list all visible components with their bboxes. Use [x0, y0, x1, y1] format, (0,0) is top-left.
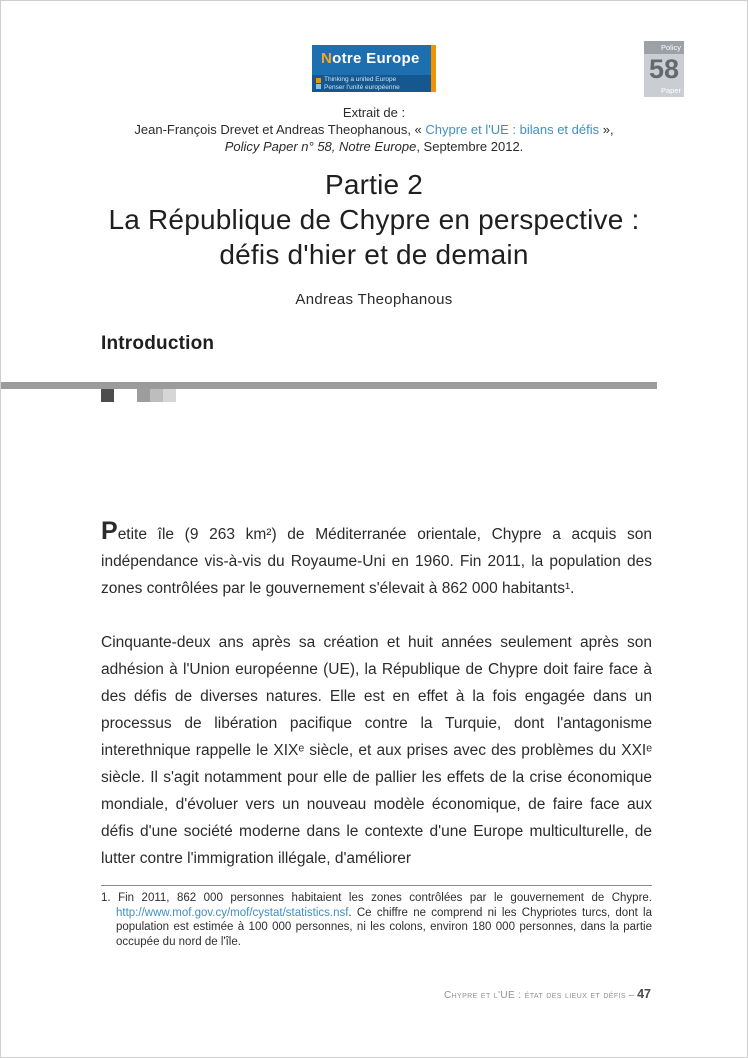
citation-reference-line — [1, 138, 747, 155]
footer-running-title: Chypre et l'UE : état des lieux et défis — [443, 990, 626, 1001]
citation-work-title-link[interactable]: Chypre et l'UE : bilans et défis — [425, 122, 600, 137]
citation-authors-line — [1, 121, 747, 138]
logo-orange-stripe-icon — [431, 45, 436, 92]
footnote-url-link[interactable]: http://www.mof.gov.cy/mof/cystat/statistics.nsf — [116, 906, 349, 919]
footer-separator: – — [628, 990, 635, 1001]
section-heading-introduction: Introduction — [101, 333, 215, 354]
title-line-1: Partie 2 — [324, 169, 424, 200]
title-line-3: défis d'hier et de demain — [219, 239, 529, 270]
logo-wordmark — [312, 45, 436, 67]
title-line-2: La République de Chypre en perspective : — [108, 204, 640, 235]
citation-authors: Jean-François Drevet et Andreas Theophanous, « — [134, 122, 426, 137]
author-name: Andreas Theophanous — [295, 291, 453, 308]
decorative-square-lighter-icon — [163, 389, 176, 402]
decorative-square-dark-icon — [101, 389, 114, 402]
citation-block — [1, 104, 747, 155]
paragraph-1-dropcap: P — [101, 517, 118, 545]
footnote-marker: 1. — [101, 892, 111, 904]
logo-wordmark-rest: otre Europe — [332, 50, 420, 67]
page-title — [1, 167, 747, 272]
light-blue-square-icon — [316, 84, 321, 89]
page-footer — [444, 987, 651, 1001]
citation-reference-date: , Septembre 2012. — [416, 139, 524, 154]
badge-number: 58 — [644, 54, 684, 84]
decorative-square-light-icon — [150, 389, 163, 402]
logo-tagline-band — [312, 75, 431, 92]
footnote-block — [101, 885, 652, 949]
decorative-bar — [1, 382, 657, 389]
logo-taglines — [324, 76, 400, 92]
citation-authors-suffix: », — [599, 122, 614, 137]
decorative-square-medium-icon — [137, 389, 150, 402]
logo-tagline-fr: Penser l'unité européenne — [324, 83, 400, 91]
policy-paper-badge — [644, 41, 684, 97]
footer-page-number: 47 — [637, 987, 651, 1001]
paragraph-2: Cinquante-deux ans après sa création et huit années seulement après son adhésion à l'Union européenne (UE), la République de Chypre doit faire face à des défis de diverses natures. Elle est en effet à la fois engagée dans un processus de libération pacifique contre la Turquie, dont l'antagonisme interethnique rappelle le XIXᵉ siècle, et aux prises avec des problèmes du XXIᵉ siècle. Il s'agit notamment pour elle de pallier les effets de la crise économique mondiale, d'évoluer vers un nouveau modèle économique, de faire face aux défis d'une société moderne dans le contexte d'une Europe multiculturelle, de lutter contre l'immigration illégale, d'améliorer — [101, 634, 652, 867]
badge-policy-label: Policy — [644, 41, 684, 54]
paragraph-1-text: etite île (9 263 km²) de Méditerranée orientale, Chypre a acquis son indépendance vis-à-vis du Royaume-Uni en 1960. Fin 2011, la population des zones contrôlées par le gouvernement s'élevait à 862 000 habitants¹. — [101, 526, 652, 597]
citation-intro: Extrait de : — [342, 105, 406, 120]
body-text — [101, 518, 652, 899]
footnote-text-before-link: Fin 2011, 862 000 personnes habitaient les zones contrôlées par le gouvernement de Chypre. — [110, 892, 652, 904]
notre-europe-logo — [312, 45, 436, 92]
logo-color-squares-icon — [316, 78, 321, 89]
citation-reference-italic: Policy Paper n° 58, Notre Europe — [224, 139, 417, 154]
logo-tagline-en: Thinking a united Europe — [324, 75, 397, 83]
orange-square-icon — [316, 78, 321, 83]
logo-wordmark-initial: N — [321, 50, 333, 67]
badge-paper-label: Paper — [644, 84, 684, 97]
paragraph-1 — [101, 518, 652, 602]
footnote-text-after-link: . Ce chiffre ne comprend ni les Chypriotes turcs, dont la population est estimée à 100 000 personnes, ni les colons, environ 180 000 personnes, dans la partie occupée du nord de l'île. — [116, 906, 652, 948]
footnote-1 — [101, 891, 652, 949]
